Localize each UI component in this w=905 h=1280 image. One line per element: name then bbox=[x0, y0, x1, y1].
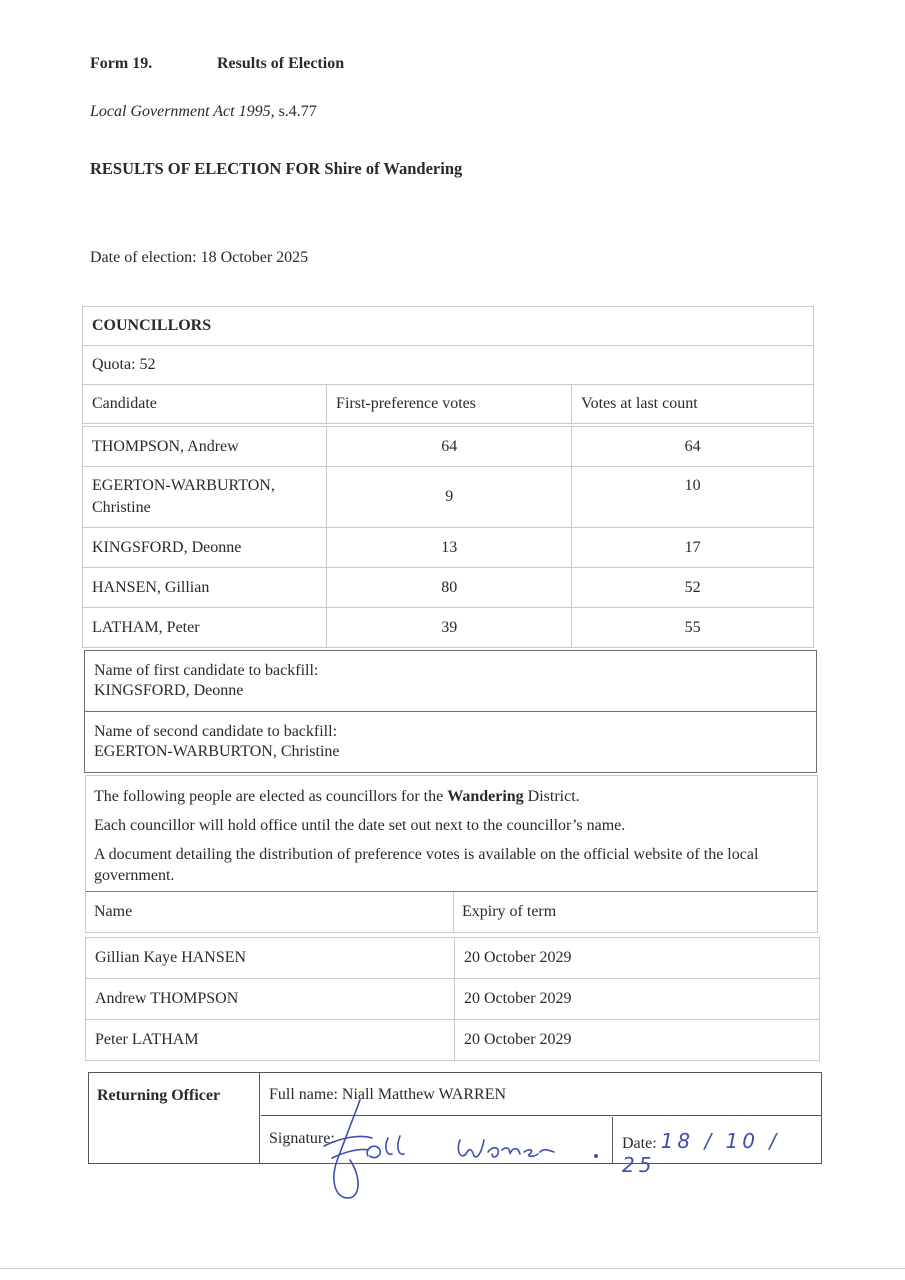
form-title: Results of Election bbox=[217, 55, 345, 72]
column-header-first-preference: First-preference votes bbox=[327, 385, 572, 424]
last-count-votes: 55 bbox=[572, 608, 814, 648]
table-row bbox=[86, 938, 819, 979]
column-header-last-count: Votes at last count bbox=[572, 385, 814, 424]
councillor-name: Peter LATHAM bbox=[86, 1020, 455, 1060]
date-field bbox=[614, 1117, 821, 1177]
table-row bbox=[83, 427, 814, 467]
act-section: s.4.77 bbox=[274, 103, 317, 120]
intro-text: The following people are elected as councillors for the bbox=[94, 788, 448, 805]
column-header-name: Name bbox=[86, 892, 454, 932]
last-count-votes: 10 bbox=[572, 467, 814, 528]
candidate-name: EGERTON-WARBURTON, Christine bbox=[83, 467, 327, 528]
elected-section bbox=[85, 775, 818, 933]
councillor-name: Gillian Kaye HANSEN bbox=[86, 938, 455, 978]
first-preference-votes: 13 bbox=[327, 528, 572, 568]
quota: Quota: 52 bbox=[83, 346, 814, 385]
handwritten-date: 18 / 10 / 25 bbox=[622, 1129, 781, 1177]
returning-officer-label: Returning Officer bbox=[89, 1073, 260, 1163]
elected-table bbox=[85, 937, 820, 1061]
intro-text-end: District. bbox=[523, 788, 580, 805]
first-preference-votes: 39 bbox=[327, 608, 572, 648]
distribution-note: A document detailing the distribution of preference votes is available on the official website of the local government. bbox=[94, 846, 759, 884]
first-backfill-label: Name of first candidate to backfill: bbox=[94, 662, 319, 679]
form-number: Form 19. bbox=[90, 55, 153, 72]
table-row bbox=[86, 979, 819, 1020]
second-backfill bbox=[85, 712, 816, 772]
page-edge bbox=[0, 1268, 905, 1269]
term-expiry: 20 October 2029 bbox=[464, 990, 572, 1007]
term-note: Each councillor will hold office until the date set out next to the councillor’s name. bbox=[94, 817, 626, 834]
term-expiry: 20 October 2029 bbox=[464, 1031, 572, 1048]
results-title: RESULTS OF ELECTION FOR Shire of Wandering bbox=[90, 159, 463, 178]
first-preference-votes: 9 bbox=[327, 467, 572, 528]
first-backfill bbox=[85, 651, 816, 712]
section-title: COUNCILLORS bbox=[83, 307, 814, 346]
term-expiry: 20 October 2029 bbox=[464, 949, 572, 966]
date-label: Date: bbox=[622, 1135, 657, 1152]
act-reference bbox=[90, 103, 317, 121]
second-backfill-name: EGERTON-WARBURTON, Christine bbox=[94, 743, 340, 760]
column-header-expiry: Expiry of term bbox=[462, 903, 557, 920]
act-name: Local Government Act 1995, bbox=[90, 103, 275, 120]
elected-table-header bbox=[86, 891, 817, 932]
candidate-name: HANSEN, Gillian bbox=[83, 568, 327, 608]
first-preference-votes: 80 bbox=[327, 568, 572, 608]
first-backfill-name: KINGSFORD, Deonne bbox=[94, 682, 244, 699]
table-row bbox=[83, 568, 814, 608]
last-count-votes: 17 bbox=[572, 528, 814, 568]
councillor-name: Andrew THOMPSON bbox=[86, 979, 455, 1019]
first-preference-votes: 64 bbox=[327, 427, 572, 467]
second-backfill-label: Name of second candidate to backfill: bbox=[94, 723, 338, 740]
table-row bbox=[83, 467, 814, 528]
backfill-box bbox=[84, 650, 817, 773]
table-row bbox=[83, 608, 814, 648]
candidate-name: THOMPSON, Andrew bbox=[83, 427, 327, 467]
elected-notes bbox=[86, 776, 817, 891]
district-name: Wandering bbox=[447, 788, 524, 805]
handwritten-signature-icon bbox=[310, 1098, 610, 1208]
candidate-results-table bbox=[82, 426, 814, 648]
last-count-votes: 52 bbox=[572, 568, 814, 608]
candidate-name: KINGSFORD, Deonne bbox=[83, 528, 327, 568]
date-of-election: Date of election: 18 October 2025 bbox=[90, 249, 309, 266]
elected-intro bbox=[94, 786, 809, 807]
table-row bbox=[83, 528, 814, 568]
last-count-votes: 64 bbox=[572, 427, 814, 467]
signature-label: Signature: bbox=[269, 1130, 335, 1147]
returning-officer-full-name: Full name: Niall Matthew WARREN bbox=[261, 1073, 821, 1116]
column-header-candidate: Candidate bbox=[83, 385, 327, 424]
table-row bbox=[86, 1020, 819, 1060]
candidate-name: LATHAM, Peter bbox=[83, 608, 327, 648]
councillors-header-table bbox=[82, 306, 814, 424]
